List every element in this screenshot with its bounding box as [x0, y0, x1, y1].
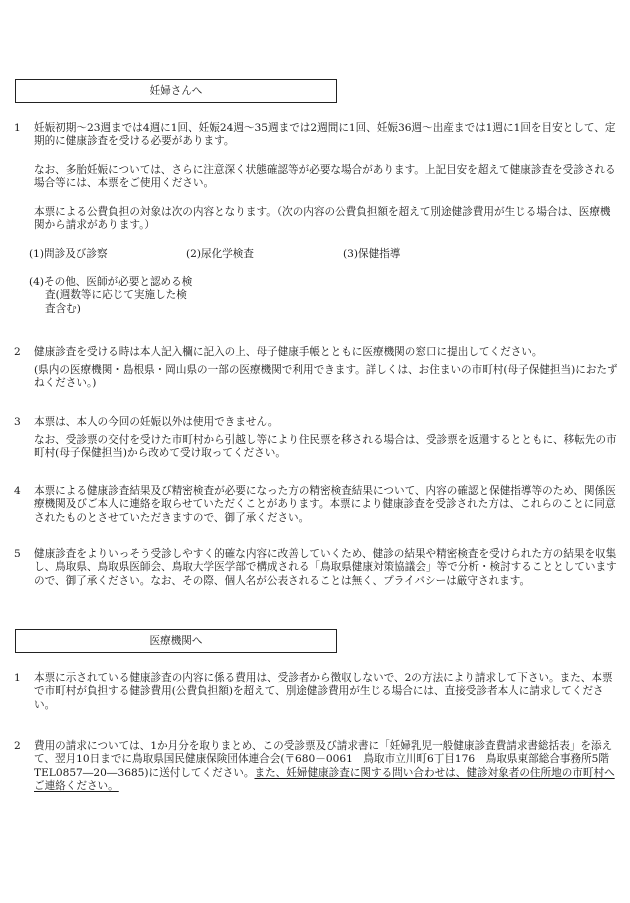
public-expense-note: 本票による公費負担の対象は次の内容となります。（次の内容の公費負担額を超えて別途健診費用が生じる場合は、医療機関から請求があります。）: [34, 206, 611, 232]
item-text: 本票による健康診査結果及び精密検査が必要になった方の精密検査結果について、内容の確認と保健指導等のため、関係医療機関及びご本人に連絡を取らせていただくことがあります。本票により健康診査を受診された方は、これらのことに同意されたものとさせていただきますので、御了承ください。: [34, 485, 616, 524]
section-header-pregnant-women: 妊婦さんへ: [15, 79, 337, 103]
notice-item-3: [14, 416, 620, 429]
notice-item-4: [14, 485, 620, 525]
billing-instructions: 費用の請求については、1か月分を取りまとめ、この受診票及び請求書に「妊婦乳児一般健康診査費請求書総括表」を添えて、翌月10日までに鳥取県国民健康保険団体連合会(〒680－0061 鳥取市立川町6丁目176 鳥取県東部総合事務所5階 TEL0857―20―3685)に送付してください。: [34, 740, 620, 779]
inquiry-contact-note: また、妊婦健康診査に関する問い合わせは、健診対象者の住所地の市町村へご連絡ください。: [34, 766, 615, 793]
section-header-medical-institutions: 医療機関へ: [15, 629, 337, 653]
item-text: 健康診査を受ける時は本人記入欄に記入の上、母子健康手帳とともに医療機関の窓口に提出してください。: [34, 346, 543, 358]
institution-item-1: [14, 672, 620, 712]
covered-item-urinalysis: (2)尿化学検査: [186, 248, 254, 260]
institution-item-2: [14, 740, 620, 794]
covered-item-interview: (1)問診及び診察: [29, 248, 108, 260]
item-text: 健康診査をよりいっそう受診しやすく的確な内容に改善していくため、健診の結果や精密検査を受けられた方の結果を収集し、鳥取県、鳥取県医師会、鳥取大学医学部で構成される「鳥取県健康対策協議会」等で分析・検討することとしていますので、御了承ください。なお、その際、個人名が公表されることは無く、プライバシーは厳守されます。: [34, 548, 617, 587]
item-text: [34, 740, 620, 794]
item-number: 1: [14, 672, 21, 684]
item-number: 3: [14, 416, 21, 428]
item-text: 妊娠初期～23週までは4週に1回、妊娠24週～35週までは2週間に1回、妊娠36週～出産までは1週に1回を目安として、定期的に健康診査を受ける必要があります。: [34, 122, 616, 148]
item-text: 本票に示されている健康診査の内容に係る費用は、受診者から徴収しないで、2の方法により請求して下さい。また、本票で市町村が負担する健診費用(公費負担額)を超えて、別途健診費用が生じる場合には、直接受診者本人に請求してください。: [34, 672, 613, 711]
item-number: 2: [14, 346, 21, 358]
covered-item-health-guidance: (3)保健指導: [343, 248, 401, 260]
notice-item-5: [14, 548, 620, 588]
available-institutions-note: (県内の医療機関・島根県・岡山県の一部の医療機関で利用できます。詳しくは、お住まいの市町村(母子保健担当)におたずねください。): [34, 364, 618, 390]
item-number: 4: [14, 485, 21, 497]
notice-item-1: [14, 122, 620, 149]
relocation-note: なお、受診票の交付を受けた市町村から引越し等により住民票を移される場合は、受診票を返還するとともに、移転先の市町村(母子保健担当)から改めて受け取ってください。: [34, 434, 617, 460]
item-number: 5: [14, 548, 21, 560]
multiple-pregnancy-note: なお、多胎妊娠については、さらに注意深く状態確認等が必要な場合があります。上記目安を超えて健康診査を受診される場合等には、本票をご使用ください。: [34, 164, 616, 190]
item-number: 1: [14, 122, 21, 134]
item-number: 2: [14, 740, 21, 752]
notice-item-2: [14, 346, 620, 359]
covered-item-other-tests: (4)その他、医師が必要と認める検査(週数等に応じて実施した検査含む): [29, 276, 193, 315]
item-text: 本票は、本人の今回の妊娠以外は使用できません。: [34, 416, 279, 428]
